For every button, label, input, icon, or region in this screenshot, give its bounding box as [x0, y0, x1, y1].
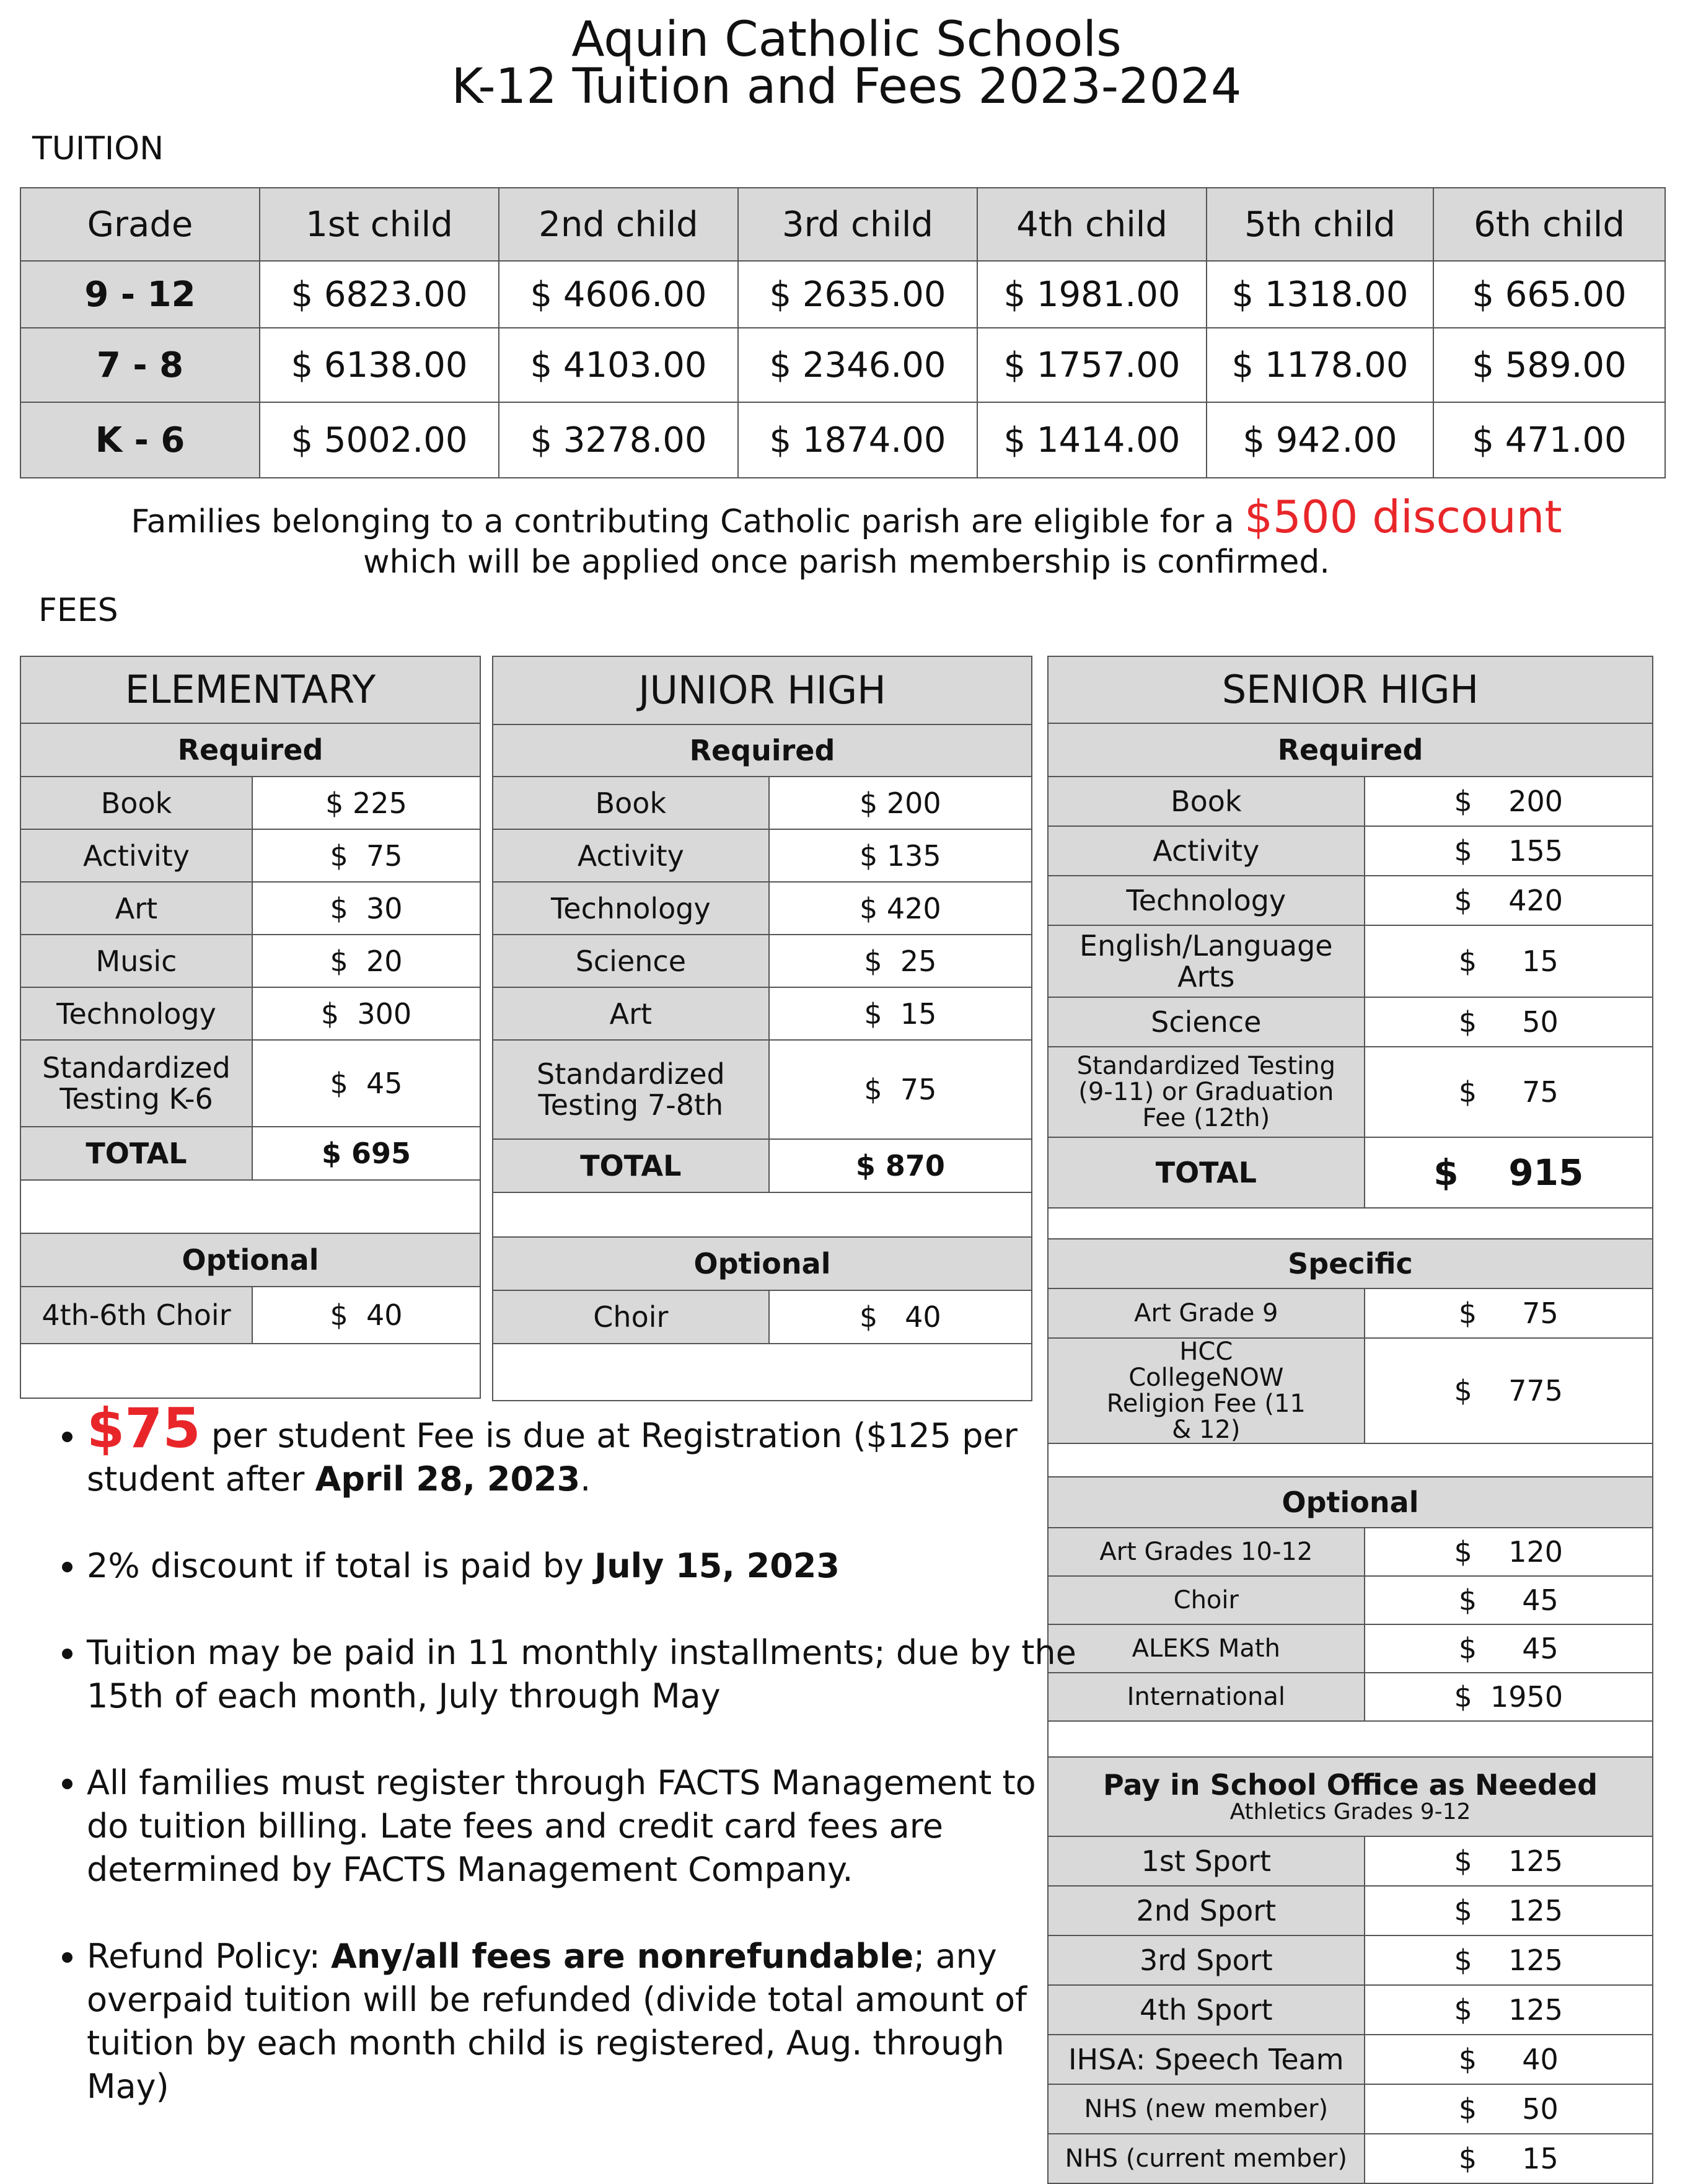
fee-amount: $ 420 [1365, 876, 1653, 925]
senior-high-fees-table [1047, 656, 1653, 2184]
price-cell: $ 4606.00 [499, 261, 738, 328]
bullet-text: Tuition may be paid in 11 monthly installments; due by the 15th of each month, July through May [87, 1633, 1076, 1715]
table-row [20, 987, 480, 1040]
fee-label: Choir [493, 1290, 769, 1344]
table-row [1048, 1576, 1653, 1624]
fee-amount: $ 40 [769, 1290, 1032, 1344]
grade-cell: 9 - 12 [20, 261, 260, 328]
tuition-table [20, 187, 1666, 478]
fee-amount: $ 775 [1365, 1338, 1653, 1443]
elementary-title: ELEMENTARY [20, 656, 480, 723]
fee-label: HCC CollegeNOW Religion Fee (11 & 12) [1048, 1338, 1365, 1443]
table-row [1048, 1836, 1653, 1886]
fee-label: Art Grades 10-12 [1048, 1528, 1365, 1576]
total-amount: $ 870 [769, 1139, 1032, 1192]
table-row [1048, 1288, 1653, 1338]
fee-label: Science [1048, 997, 1365, 1047]
bullet-text: per student Fee is due at Registration ($125 per student after [87, 1416, 1018, 1499]
office-title: Pay in School Office as Needed [1102, 1768, 1598, 1802]
table-row [1048, 1338, 1653, 1443]
table-row [1048, 1047, 1653, 1137]
total-row [20, 1127, 480, 1180]
price-cell: $ 471.00 [1433, 402, 1665, 478]
price-cell: $ 6823.00 [260, 261, 499, 328]
list-item [87, 1935, 1078, 2108]
table-row [1048, 826, 1653, 876]
header-cell: 5th child [1207, 188, 1433, 261]
list-item [87, 1761, 1078, 1891]
fee-amount: $ 75 [252, 829, 480, 882]
fee-amount: $ 50 [1365, 2084, 1653, 2134]
fee-label: 3rd Sport [1048, 1935, 1365, 1985]
total-label: TOTAL [1048, 1137, 1365, 1208]
discount-note-line2: which will be applied once parish membership is confirmed. [363, 544, 1330, 581]
fee-label: Science [493, 935, 769, 987]
spacer-row [20, 1180, 480, 1233]
price-cell: $ 5002.00 [260, 402, 499, 478]
specific-header: Specific [1048, 1239, 1653, 1288]
price-cell: $ 4103.00 [499, 328, 738, 402]
fees-label: FEES [38, 592, 118, 629]
fee-label: 4th Sport [1048, 1985, 1365, 2035]
total-row [1048, 1137, 1653, 1208]
fee-label: 2nd Sport [1048, 1886, 1365, 1935]
table-row [493, 1040, 1032, 1139]
table-row [1048, 2084, 1653, 2134]
bullet-bold: Any/all fees are nonrefundable [330, 1937, 914, 1976]
price-cell: $ 1981.00 [977, 261, 1207, 328]
fee-label: NHS (new member) [1048, 2084, 1365, 2134]
grade-cell: K - 6 [20, 402, 260, 478]
table-row [20, 829, 480, 882]
spacer-row [1048, 1443, 1653, 1477]
tuition-header-row [20, 188, 1665, 261]
header-cell: 4th child [977, 188, 1207, 261]
fee-label: Music [20, 935, 252, 987]
fee-amount: $ 420 [769, 882, 1032, 935]
optional-header: Optional [1048, 1477, 1653, 1528]
table-row [20, 935, 480, 987]
fee-label: Book [1048, 777, 1365, 826]
fee-label: Standardized Testing K-6 [20, 1040, 252, 1127]
list-item [87, 1544, 1078, 1588]
table-row [1048, 876, 1653, 925]
senior-high-title: SENIOR HIGH [1048, 656, 1653, 723]
fee-label: Activity [493, 829, 769, 882]
total-row [493, 1139, 1032, 1192]
price-cell: $ 942.00 [1207, 402, 1433, 478]
fee-label: Standardized Testing 7-8th [493, 1040, 769, 1139]
spacer-row [1048, 1721, 1653, 1757]
price-cell: $ 1414.00 [977, 402, 1207, 478]
table-row [20, 1040, 480, 1127]
header-cell: 2nd child [499, 188, 738, 261]
fee-amount: $ 15 [769, 987, 1032, 1040]
table-row [1048, 997, 1653, 1047]
fee-label: 4th-6th Choir [20, 1287, 252, 1344]
grade-cell: 7 - 8 [20, 328, 260, 402]
fee-amount: $ 135 [769, 829, 1032, 882]
price-cell: $ 2635.00 [738, 261, 977, 328]
fee-label: Technology [1048, 876, 1365, 925]
fee-amount: $ 75 [1365, 1288, 1653, 1338]
fee-amount: $ 20 [252, 935, 480, 987]
discount-note-text: Families belonging to a contributing Catholic parish are eligible for a [131, 503, 1245, 540]
table-row [493, 882, 1032, 935]
fee-label: Technology [20, 987, 252, 1040]
fee-amount: $ 125 [1365, 1886, 1653, 1935]
bullet-date: April 28, 2023 [315, 1460, 581, 1499]
bullet-end: . [580, 1460, 591, 1499]
discount-note [0, 491, 1693, 543]
price-cell: $ 665.00 [1433, 261, 1665, 328]
header-cell: 6th child [1433, 188, 1665, 261]
fee-label: Technology [493, 882, 769, 935]
discount-highlight: $500 discount [1244, 491, 1562, 543]
spacer-row [493, 1344, 1032, 1401]
table-row [20, 328, 1665, 402]
fee-amount: $ 200 [1365, 777, 1653, 826]
table-row [1048, 2035, 1653, 2084]
price-cell: $ 1178.00 [1207, 328, 1433, 402]
fee-amount: $ 45 [252, 1040, 480, 1127]
table-row [20, 882, 480, 935]
office-header-row [1048, 1757, 1653, 1836]
page-title: Aquin Catholic Schools [571, 12, 1122, 68]
table-row [1048, 1985, 1653, 2035]
spacer-row [1048, 1208, 1653, 1239]
fee-label: Book [20, 777, 252, 829]
fee-amount: $ 300 [252, 987, 480, 1040]
optional-header: Optional [20, 1233, 480, 1287]
list-item [87, 1396, 1078, 1501]
optional-header: Optional [493, 1237, 1032, 1290]
spacer-row [20, 1344, 480, 1398]
required-header: Required [1048, 723, 1653, 777]
fee-label: International [1048, 1673, 1365, 1721]
fee-amount: $ 15 [1365, 925, 1653, 997]
total-label: TOTAL [493, 1139, 769, 1192]
bullet-date: July 15, 2023 [594, 1546, 840, 1585]
office-header [1048, 1757, 1653, 1836]
fee-label: Art [20, 882, 252, 935]
fee-label: Art Grade 9 [1048, 1288, 1365, 1338]
price-cell: $ 3278.00 [499, 402, 738, 478]
table-row [1048, 1935, 1653, 1985]
fee-label: Book [493, 777, 769, 829]
table-row [20, 261, 1665, 328]
price-cell: $ 6138.00 [260, 328, 499, 402]
header-cell: 1st child [260, 188, 499, 261]
fee-label: Standardized Testing (9-11) or Graduation Fee (12th) [1048, 1047, 1365, 1137]
office-subtitle: Athletics Grades 9-12 [1229, 1799, 1471, 1825]
table-row [1048, 1886, 1653, 1935]
required-header: Required [20, 723, 480, 777]
fee-amount: $ 25 [769, 935, 1032, 987]
fee-amount: $ 225 [252, 777, 480, 829]
table-row [1048, 925, 1653, 997]
table-row [1048, 2134, 1653, 2183]
fee-amount: $ 30 [252, 882, 480, 935]
table-row [493, 1290, 1032, 1344]
fee-label: IHSA: Speech Team [1048, 2035, 1365, 2084]
price-cell: $ 1318.00 [1207, 261, 1433, 328]
fee-amount: $ 45 [1365, 1576, 1653, 1624]
table-row [493, 829, 1032, 882]
total-amount: $ 915 [1365, 1137, 1653, 1208]
fee-amount: $ 120 [1365, 1528, 1653, 1576]
fee-label: English/Language Arts [1048, 925, 1365, 997]
table-row [493, 987, 1032, 1040]
tuition-label: TUITION [32, 130, 164, 167]
table-row [20, 777, 480, 829]
price-cell: $ 2346.00 [738, 328, 977, 402]
fee-amount: $ 125 [1365, 1985, 1653, 2035]
fee-amount: $ 40 [1365, 2035, 1653, 2084]
fee-amount: $ 40 [252, 1287, 480, 1344]
fee-label: Activity [1048, 826, 1365, 876]
bullet-end: ; any overpaid tuition will be refunded (divide total amount of tuition by each month child is registered, Aug. through May) [87, 1937, 1027, 2106]
bullet-text: Refund Policy: [87, 1937, 331, 1976]
price-cell: $ 1874.00 [738, 402, 977, 478]
table-row [1048, 777, 1653, 826]
junior-high-title: JUNIOR HIGH [493, 656, 1032, 724]
fee-label: 1st Sport [1048, 1836, 1365, 1886]
fee-amount: $ 45 [1365, 1624, 1653, 1673]
table-row [1048, 1624, 1653, 1673]
header-cell: 3rd child [738, 188, 977, 261]
required-header: Required [493, 724, 1032, 777]
fee-label: Art [493, 987, 769, 1040]
fee-amount: $ 75 [769, 1040, 1032, 1139]
header-cell: Grade [20, 188, 260, 261]
junior-high-fees-table [492, 656, 1032, 1401]
table-row [1048, 1528, 1653, 1576]
list-item [87, 1631, 1078, 1718]
fee-label: Activity [20, 829, 252, 882]
table-row [20, 1287, 480, 1344]
fee-label: NHS (current member) [1048, 2134, 1365, 2183]
fee-amount: $ 50 [1365, 997, 1653, 1047]
table-row [20, 402, 1665, 478]
fee-amount: $ 125 [1365, 1935, 1653, 1985]
total-label: TOTAL [20, 1127, 252, 1180]
table-row [493, 777, 1032, 829]
fee-amount: $ 155 [1365, 826, 1653, 876]
fee-amount: $ 1950 [1365, 1673, 1653, 1721]
fee-amount: $ 125 [1365, 1836, 1653, 1886]
fee-label: ALEKS Math [1048, 1624, 1365, 1673]
table-row [493, 935, 1032, 987]
spacer-row [493, 1192, 1032, 1237]
fee-label: Choir [1048, 1576, 1365, 1624]
price-cell: $ 1757.00 [977, 328, 1207, 402]
elementary-fees-table [20, 656, 481, 1399]
notes-list [37, 1396, 1078, 2152]
total-amount: $ 695 [252, 1127, 480, 1180]
registration-fee: $75 [87, 1396, 201, 1460]
fee-amount: $ 200 [769, 777, 1032, 829]
fee-amount: $ 75 [1365, 1047, 1653, 1137]
bullet-text: All families must register through FACTS Management to do tuition billing. Late fees and credit card fees are determined by FACTS Management Company. [87, 1763, 1036, 1889]
price-cell: $ 589.00 [1433, 328, 1665, 402]
page-subtitle: K-12 Tuition and Fees 2023-2024 [451, 59, 1242, 115]
table-row [1048, 1673, 1653, 1721]
fee-amount: $ 15 [1365, 2134, 1653, 2183]
bullet-text: 2% discount if total is paid by [87, 1546, 595, 1585]
